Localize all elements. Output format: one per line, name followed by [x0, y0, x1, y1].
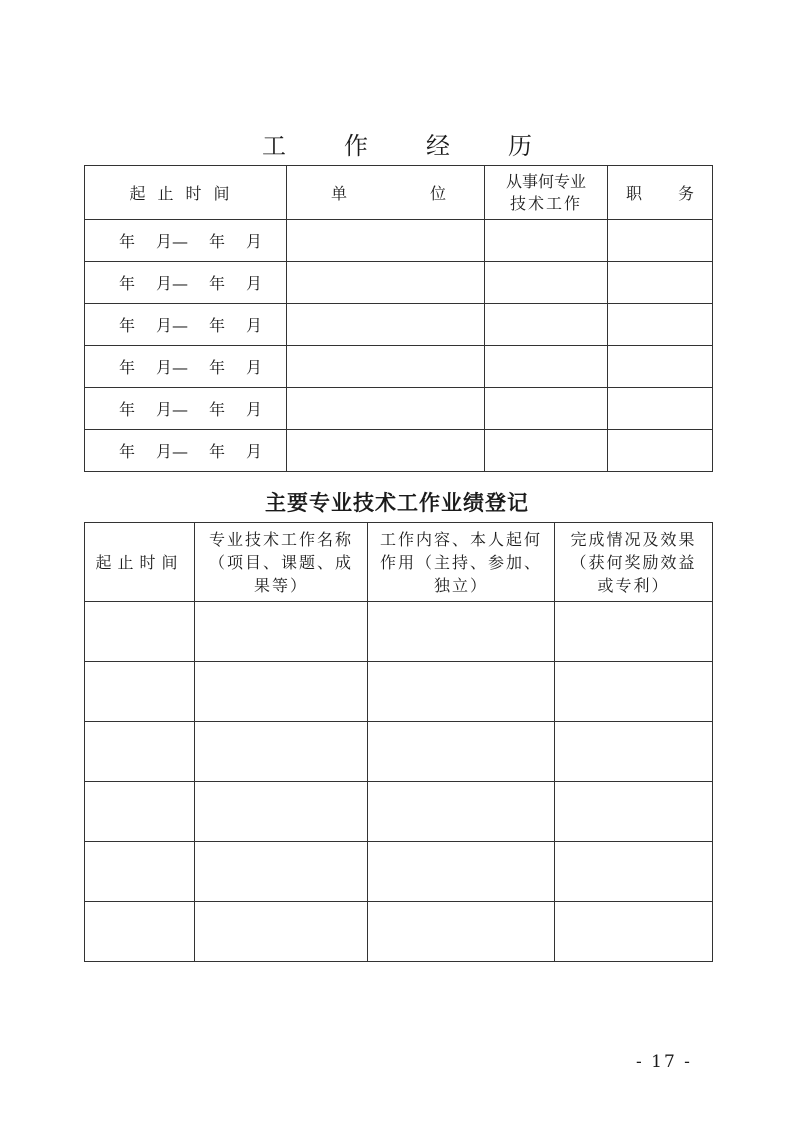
header-period: 起止时间 [85, 166, 287, 220]
achv-period-cell[interactable] [85, 902, 195, 962]
header-achv-result: 完成情况及效果（获何奖励效益或专利） [555, 523, 713, 602]
period-fragment: 年 [119, 400, 136, 419]
duty-cell[interactable] [608, 388, 713, 430]
unit-cell[interactable] [287, 304, 485, 346]
period-fragment: 月 [245, 442, 262, 461]
period-cell[interactable] [85, 304, 287, 346]
work-history-title: 工作经历 [262, 132, 590, 160]
duty-cell[interactable] [608, 430, 713, 472]
unit-cell[interactable] [287, 346, 485, 388]
period-fragment: 月— [155, 400, 188, 419]
achv-name-cell[interactable] [195, 782, 368, 842]
achievement-row [85, 662, 713, 722]
achv-result-cell[interactable] [555, 902, 713, 962]
specialty-cell[interactable] [485, 304, 608, 346]
period-fragment: 月— [155, 232, 188, 251]
specialty-cell[interactable] [485, 388, 608, 430]
achv-content-cell[interactable] [368, 782, 555, 842]
header-unit: 单 位 [287, 166, 485, 220]
work-history-row [85, 388, 713, 430]
period-cell[interactable] [85, 388, 287, 430]
header-specialty: 从事何专业 技术工作 [485, 166, 608, 220]
achv-period-cell[interactable] [85, 782, 195, 842]
duty-cell[interactable] [608, 262, 713, 304]
work-history-header-row [85, 166, 713, 220]
period-fragment: 月 [245, 316, 262, 335]
period-cell[interactable] [85, 262, 287, 304]
work-history-row [85, 220, 713, 262]
achv-period-cell[interactable] [85, 662, 195, 722]
achv-period-cell[interactable] [85, 842, 195, 902]
specialty-cell[interactable] [485, 262, 608, 304]
header-achv-period: 起止时间 [85, 523, 195, 602]
period-fragment: 月 [245, 274, 262, 293]
achievement-row [85, 842, 713, 902]
achv-name-cell[interactable] [195, 602, 368, 662]
achv-result-cell[interactable] [555, 722, 713, 782]
duty-cell[interactable] [608, 220, 713, 262]
achv-content-cell[interactable] [368, 842, 555, 902]
period-fragment: 月— [155, 442, 188, 461]
achv-name-cell[interactable] [195, 662, 368, 722]
period-fragment: 年 [119, 442, 136, 461]
period-fragment: 月— [155, 316, 188, 335]
specialty-cell[interactable] [485, 346, 608, 388]
achievements-header-row [85, 523, 713, 602]
period-fragment: 年 [208, 358, 225, 377]
achv-result-cell[interactable] [555, 782, 713, 842]
work-history-table [84, 165, 713, 472]
period-cell[interactable] [85, 220, 287, 262]
achv-period-cell[interactable] [85, 722, 195, 782]
achv-name-cell[interactable] [195, 902, 368, 962]
period-fragment: 月 [245, 400, 262, 419]
work-history-row [85, 346, 713, 388]
period-fragment: 年 [208, 316, 225, 335]
achv-result-cell[interactable] [555, 602, 713, 662]
achv-content-cell[interactable] [368, 662, 555, 722]
work-history-row [85, 262, 713, 304]
header-duty: 职 务 [608, 166, 713, 220]
unit-cell[interactable] [287, 388, 485, 430]
period-fragment: 年 [119, 232, 136, 251]
period-fragment: 年 [119, 274, 136, 293]
period-fragment: 年 [208, 274, 225, 293]
unit-cell[interactable] [287, 430, 485, 472]
duty-cell[interactable] [608, 304, 713, 346]
period-fragment: 年 [208, 442, 225, 461]
achv-content-cell[interactable] [368, 602, 555, 662]
duty-cell[interactable] [608, 346, 713, 388]
period-fragment: 月 [245, 232, 262, 251]
achievement-row [85, 602, 713, 662]
unit-cell[interactable] [287, 262, 485, 304]
period-cell[interactable] [85, 346, 287, 388]
achv-name-cell[interactable] [195, 842, 368, 902]
period-cell[interactable] [85, 430, 287, 472]
achievement-row [85, 782, 713, 842]
period-fragment: 年 [208, 400, 225, 419]
achv-period-cell[interactable] [85, 602, 195, 662]
header-achv-name: 专业技术工作名称（项目、课题、成果等） [195, 523, 368, 602]
achievements-title: 主要专业技术工作业绩登记 [265, 490, 529, 515]
header-achv-content: 工作内容、本人起何作用（主持、参加、独立） [368, 523, 555, 602]
achv-content-cell[interactable] [368, 722, 555, 782]
period-fragment: 月 [245, 358, 262, 377]
work-history-row [85, 304, 713, 346]
specialty-cell[interactable] [485, 430, 608, 472]
page-number: - 17 - [636, 1052, 692, 1072]
specialty-cell[interactable] [485, 220, 608, 262]
period-fragment: 年 [208, 232, 225, 251]
achv-result-cell[interactable] [555, 662, 713, 722]
achievements-table [84, 522, 713, 962]
period-fragment: 月— [155, 358, 188, 377]
period-fragment: 月— [155, 274, 188, 293]
work-history-row [85, 430, 713, 472]
achv-name-cell[interactable] [195, 722, 368, 782]
period-fragment: 年 [119, 316, 136, 335]
unit-cell[interactable] [287, 220, 485, 262]
achv-result-cell[interactable] [555, 842, 713, 902]
achv-content-cell[interactable] [368, 902, 555, 962]
achievement-row [85, 902, 713, 962]
achievement-row [85, 722, 713, 782]
period-fragment: 年 [119, 358, 136, 377]
